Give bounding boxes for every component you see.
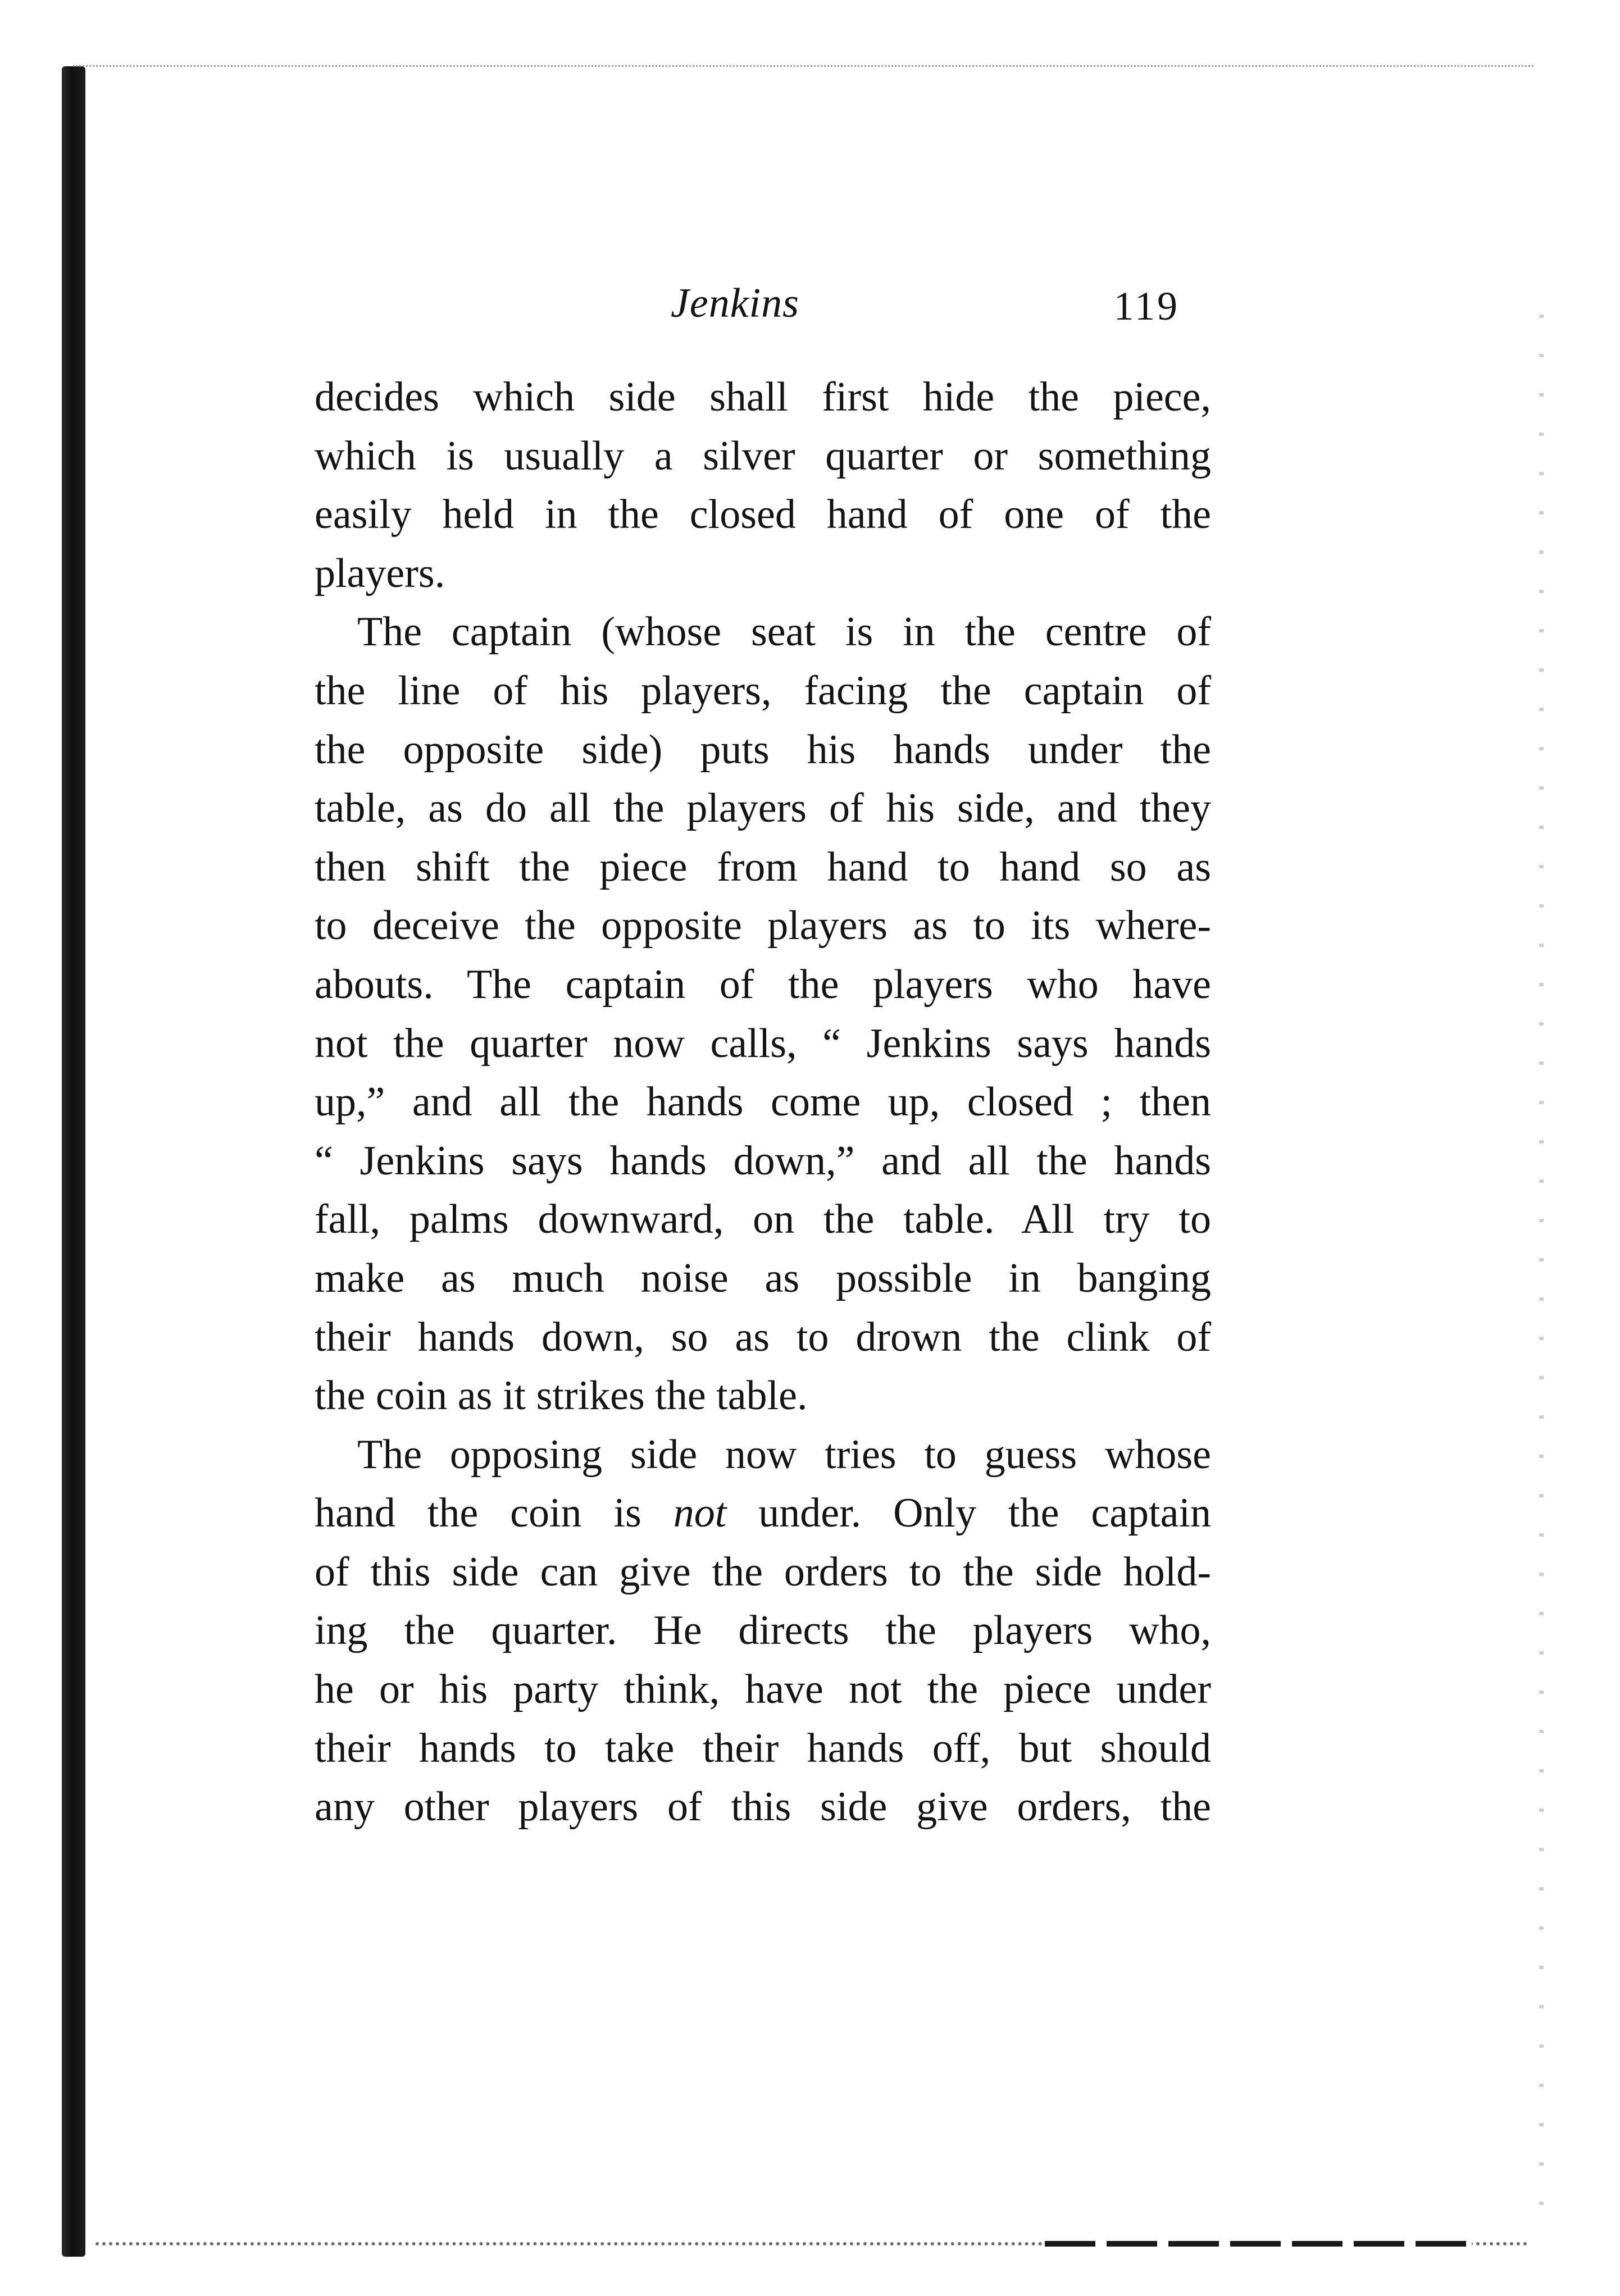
text-line: of this side can give the orders to the side hold- [315, 1548, 1211, 1595]
body-text [315, 368, 1211, 1837]
paragraph-3 [315, 1425, 1211, 1837]
scan-speckles [1539, 315, 1544, 2224]
binding-edge [62, 66, 85, 2257]
text-line: up,” and all the hands come up, closed ; then [315, 1079, 1211, 1126]
text-line: table, as do all the players of his side, and they [315, 785, 1211, 832]
text-line: “ Jenkins says hands down,” and all the hands [315, 1137, 1211, 1184]
text-line: which is usually a silver quarter or something [315, 432, 1211, 479]
text-line: he or his party think, have not the piece under [315, 1666, 1211, 1713]
text-line: fall, palms downward, on the table. All try to [315, 1196, 1211, 1243]
text-run: under. Only the captain [726, 1490, 1212, 1537]
text-line: the line of his players, facing the captain of [315, 667, 1211, 714]
page-top-edge [73, 65, 1533, 67]
text-line: make as much noise as possible in banging [315, 1255, 1211, 1301]
paragraph-2 [315, 603, 1211, 1425]
text-line: the opposite side) puts his hands under the [315, 726, 1211, 773]
page-number: 119 [1113, 284, 1180, 329]
text-line: their hands down, so as to drown the clink of [315, 1314, 1211, 1360]
text-line: easily held in the closed hand of one of the [315, 491, 1211, 538]
text-line: abouts. The captain of the players who have [315, 961, 1211, 1008]
text-line: any other players of this side give orders, the [315, 1784, 1211, 1830]
page-bottom-edge-dark [1045, 2241, 1472, 2247]
text-line: the coin as it strikes the table. [315, 1373, 808, 1419]
text-line: ing the quarter. He directs the players who, [315, 1607, 1211, 1654]
italic-word: not [673, 1490, 727, 1537]
text-line: not the quarter now calls, “ Jenkins says hands [315, 1020, 1211, 1067]
running-head [315, 280, 1180, 330]
text-line-with-italic [315, 1484, 1211, 1543]
text-line: players. [315, 550, 445, 596]
text-line: to deceive the opposite players as to its where- [315, 903, 1211, 949]
text-line: their hands to take their hands off, but should [315, 1725, 1211, 1771]
running-title: Jenkins [671, 280, 799, 326]
text-line: then shift the piece from hand to hand so as [315, 844, 1211, 890]
text-run: hand the coin is [315, 1490, 674, 1537]
text-line: The captain (whose seat is in the centre of [357, 609, 1211, 655]
text-line: The opposing side now tries to guess whose [357, 1431, 1211, 1478]
paragraph-1 [315, 368, 1211, 603]
text-line: decides which side shall first hide the piece, [315, 374, 1211, 420]
